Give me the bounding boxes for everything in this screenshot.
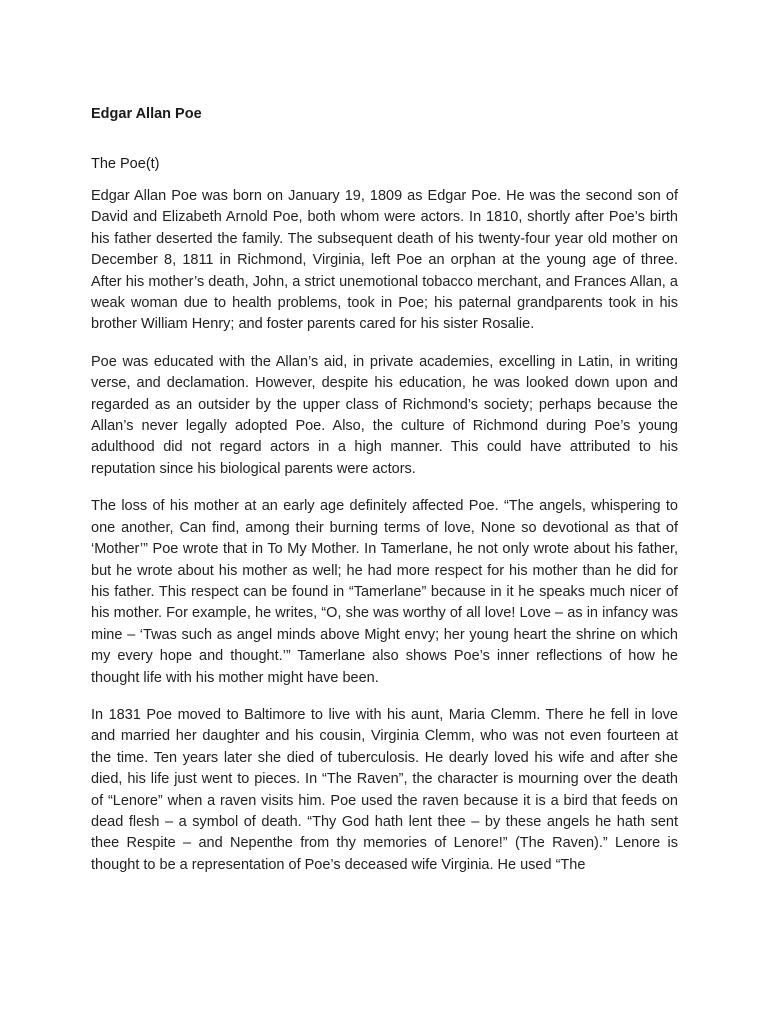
paragraph-baltimore: In 1831 Poe moved to Baltimore to live with his aunt, Maria Clemm. There he fell in love and married her daughter and his cousin, Virginia Clemm, who was not even fourteen at the time. Ten years later she died of tuberculosis. He dearly loved his wife and after she died, his life just went to pieces. In “The Raven”, the character is mourning over the death of “Lenore” when a raven visits him. Poe used the raven because it is a bird that feeds on dead flesh – a symbol of death. “Thy God hath lent thee – by these angels he hath sent thee Respite – and Nepenthe from thy memories of Lenore!” (The Raven).” Lenore is thought to be a representation of Poe’s deceased wife Virginia. He used “The — [91, 706, 678, 873]
paragraph-mother: The loss of his mother at an early age definitely affected Poe. “The angels, whispering to one another, Can find, among their burning terms of love, None so devotional as that of ‘Mother’” Poe wrote that in To My Mother. In Tamerlane, he not only wrote about his father, but he wrote about his mother as well; he had more respect for his mother than he did for his father. This respect can be found in “Tamerlane” because in it he speaks much nicer of his mother. For example, he writes, “O, she was worthy of all love! Love – as in infancy was mine – ‘Twas such as angel minds above Might envy; her young heart the shrine on which my every hope and thought.’” Tamerlane also shows Poe’s inner reflections of how he thought life with his mother might have been. — [91, 498, 678, 686]
section-heading: The Poe(t) — [91, 156, 160, 172]
document-body — [91, 104, 678, 892]
paragraph-education: Poe was educated with the Allan’s aid, in private academies, excelling in Latin, in writing verse, and declamation. However, despite his education, he was looked down upon and regarded as an outsider by the upper class of Richmond’s society; perhaps because the Allan’s never legally adopted Poe. Also, the culture of Richmond during Poe’s young adulthood did not regard actors in a high manner. This could have attributed to his reputation since his biological parents were actors. — [91, 353, 678, 477]
document-title: Edgar Allan Poe — [91, 106, 202, 122]
paragraph-biography: Edgar Allan Poe was born on January 19, 1809 as Edgar Poe. He was the second son of David and Elizabeth Arnold Poe, both whom were actors. In 1810, shortly after Poe’s birth his father deserted the family. The subsequent death of his twenty-four year old mother on December 8, 1811 in Richmond, Virginia, left Poe an orphan at the young age of three. After his mother’s death, John, a strict unemotional tobacco merchant, and Frances Allan, a weak woman due to health problems, took in Poe; his paternal grandparents took in his brother William Henry; and foster parents cared for his sister Rosalie. — [91, 188, 678, 333]
